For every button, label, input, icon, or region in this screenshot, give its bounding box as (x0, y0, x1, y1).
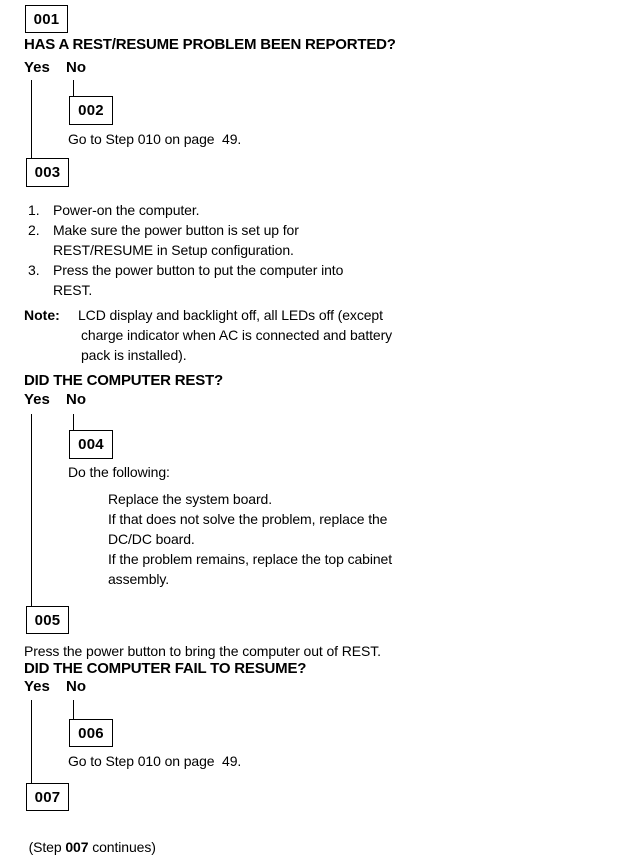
question-heading-003: DID THE COMPUTER REST? (24, 372, 223, 389)
footer-suffix: continues) (88, 839, 156, 855)
note-line-3: pack is installed). (81, 347, 187, 363)
action-line-2: If that does not solve the problem, replace the (108, 511, 388, 527)
connector-line-no-005 (73, 700, 74, 719)
list-item-3-number: 3. (28, 262, 40, 278)
action-line-5: assembly. (108, 571, 170, 587)
list-item-2-text-line2: REST/RESUME in Setup configuration. (53, 242, 294, 258)
step-005-instruction: Press the power button to bring the computer out of REST. (24, 643, 381, 659)
step-box-001: 001 (25, 5, 68, 33)
step-box-006: 006 (69, 719, 113, 747)
step-006-instruction: Go to Step 010 on page 49. (68, 753, 242, 769)
list-item-1-number: 1. (28, 202, 40, 218)
note-line-1: LCD display and backlight off, all LEDs off (except (78, 307, 383, 323)
connector-line-yes-005 (31, 700, 32, 783)
footer-step-number: 007 (65, 839, 89, 855)
list-item-3-text: Press the power button to put the computer into (53, 262, 344, 278)
no-label-003: No (66, 391, 86, 408)
yes-label-003: Yes (24, 391, 50, 408)
note-line-2: charge indicator when AC is connected and battery (81, 327, 393, 343)
step-box-004: 004 (69, 430, 113, 459)
step-box-002: 002 (69, 96, 113, 125)
connector-line-no-003 (73, 414, 74, 430)
question-heading-001: HAS A REST/RESUME PROBLEM BEEN REPORTED? (24, 36, 396, 53)
question-heading-005: DID THE COMPUTER FAIL TO RESUME? (24, 660, 307, 677)
yes-label-001: Yes (24, 59, 50, 76)
no-label-001: No (66, 59, 86, 76)
action-line-3: DC/DC board. (108, 531, 195, 547)
list-item-2-number: 2. (28, 222, 40, 238)
step-007-continues-note (21, 817, 156, 857)
list-item-1-text: Power-on the computer. (53, 202, 200, 218)
no-label-005: No (66, 678, 86, 695)
step-box-003: 003 (26, 158, 69, 187)
list-item-2-text: Make sure the power button is set up for (53, 222, 299, 238)
connector-line-yes-003 (31, 414, 32, 606)
note-block (24, 305, 392, 365)
yes-label-005: Yes (24, 678, 50, 695)
connector-line-yes-001 (31, 80, 32, 158)
step-box-007: 007 (26, 783, 69, 811)
note-label: Note: (24, 307, 60, 323)
step-002-instruction: Go to Step 010 on page 49. (68, 131, 242, 147)
footer-prefix: (Step (28, 839, 66, 855)
action-line-4: If the problem remains, replace the top cabinet (108, 551, 393, 567)
list-item-3-text-line2: REST. (53, 282, 93, 298)
step-004-actions (108, 489, 392, 589)
step-004-intro: Do the following: (68, 464, 170, 480)
action-line-1: Replace the system board. (108, 491, 273, 507)
connector-line-no-001 (73, 80, 74, 96)
step-box-005: 005 (26, 606, 69, 634)
